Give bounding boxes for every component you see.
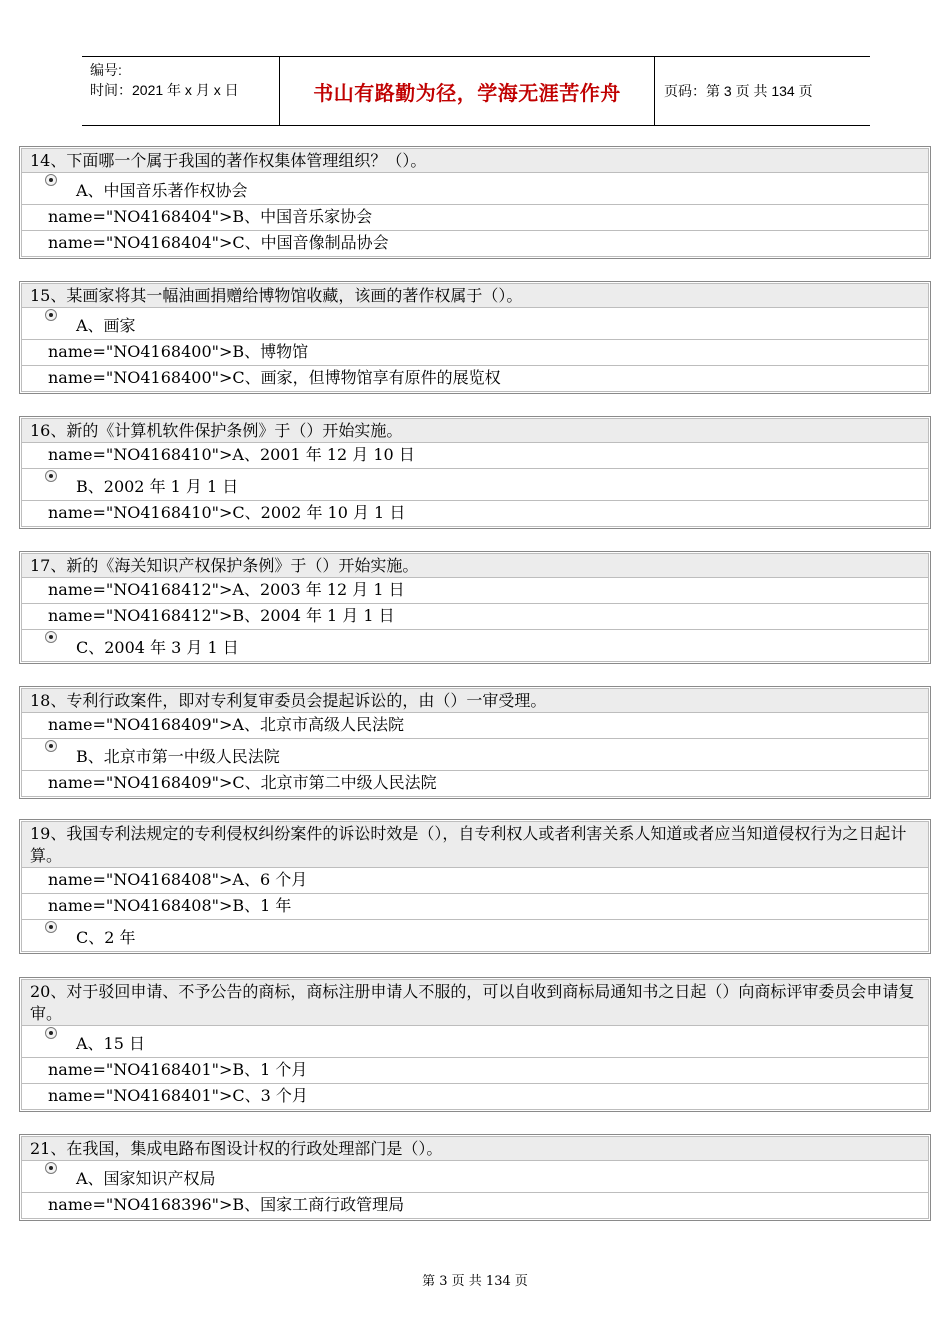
question-title: 20、对于驳回申请、不予公告的商标，商标注册申请人不服的，可以自收到商标局通知书之日起（）向商标评审委员会申请复审。 — [21, 979, 929, 1026]
answer-option[interactable] — [21, 739, 929, 771]
option-label: C、2 年 — [76, 928, 136, 947]
page-footer: 第 3 页 共 134 页 — [422, 1274, 528, 1289]
question-block — [19, 551, 931, 664]
question-block — [19, 281, 931, 394]
question-title: 14、下面哪一个属于我国的著作权集体管理组织？（）。 — [21, 148, 929, 173]
option-label: A、国家知识产权局 — [76, 1169, 216, 1188]
answer-option[interactable] — [21, 894, 929, 920]
motto: 书山有路勤为径，学海无涯苦作舟 — [313, 80, 621, 105]
radio-selected-icon[interactable] — [45, 470, 57, 482]
option-label: C、2004 年 3 月 1 日 — [76, 638, 239, 657]
option-label: A、中国音乐著作权协会 — [76, 181, 248, 200]
answer-option[interactable] — [21, 1026, 929, 1058]
answer-option[interactable] — [21, 231, 929, 257]
question-block — [19, 416, 931, 529]
option-label: name="NO4168410">C、2002 年 10 月 1 日 — [48, 503, 406, 522]
option-label: A、画家 — [76, 316, 136, 335]
option-label: name="NO4168404">B、中国音乐家协会 — [48, 207, 373, 226]
question-block — [19, 146, 931, 259]
answer-option[interactable] — [21, 205, 929, 231]
radio-selected-icon[interactable] — [45, 1162, 57, 1174]
question-block — [19, 1134, 931, 1221]
option-label: B、北京市第一中级人民法院 — [76, 747, 280, 766]
question-title: 21、在我国，集成电路布图设计权的行政处理部门是（）。 — [21, 1136, 929, 1161]
radio-selected-icon[interactable] — [45, 740, 57, 752]
option-label: name="NO4168408">A、6 个月 — [48, 870, 308, 889]
question-title: 16、新的《计算机软件保护条例》于（）开始实施。 — [21, 418, 929, 443]
answer-option[interactable] — [21, 501, 929, 527]
option-label: name="NO4168404">C、中国音像制品协会 — [48, 233, 389, 252]
question-title: 18、专利行政案件，即对专利复审委员会提起诉讼的，由（）一审受理。 — [21, 688, 929, 713]
option-label: name="NO4168412">B、2004 年 1 月 1 日 — [48, 606, 395, 625]
radio-selected-icon[interactable] — [45, 174, 57, 186]
option-label: name="NO4168409">A、北京市高级人民法院 — [48, 715, 404, 734]
answer-option[interactable] — [21, 920, 929, 952]
question-title: 15、某画家将其一幅油画捐赠给博物馆收藏，该画的著作权属于（）。 — [21, 283, 929, 308]
radio-selected-icon[interactable] — [45, 921, 57, 933]
option-label: name="NO4168400">C、画家，但博物馆享有原件的展览权 — [48, 368, 501, 387]
answer-option[interactable] — [21, 366, 929, 392]
answer-option[interactable] — [21, 469, 929, 501]
option-label: name="NO4168412">A、2003 年 12 月 1 日 — [48, 580, 405, 599]
question-block — [19, 819, 931, 954]
time-label: 时间：2021 年 x 月 x 日 — [90, 82, 239, 98]
radio-selected-icon[interactable] — [45, 309, 57, 321]
option-label: name="NO4168401">C、3 个月 — [48, 1086, 308, 1105]
header-meta — [82, 57, 280, 125]
option-label: name="NO4168409">C、北京市第二中级人民法院 — [48, 773, 437, 792]
option-label: name="NO4168410">A、2001 年 12 月 10 日 — [48, 445, 415, 464]
answer-option[interactable] — [21, 1058, 929, 1084]
option-label: name="NO4168401">B、1 个月 — [48, 1060, 308, 1079]
page-header — [82, 56, 870, 126]
answer-option[interactable] — [21, 771, 929, 797]
number-label: 编号: — [90, 62, 122, 78]
answer-option[interactable] — [21, 604, 929, 630]
question-block — [19, 977, 931, 1112]
radio-selected-icon[interactable] — [45, 1027, 57, 1039]
answer-option[interactable] — [21, 340, 929, 366]
answer-option[interactable] — [21, 1161, 929, 1193]
option-label: name="NO4168400">B、博物馆 — [48, 342, 309, 361]
answer-option[interactable] — [21, 173, 929, 205]
answer-option[interactable] — [21, 868, 929, 894]
option-label: name="NO4168396">B、国家工商行政管理局 — [48, 1195, 405, 1214]
answer-option[interactable] — [21, 1084, 929, 1110]
answer-option[interactable] — [21, 713, 929, 739]
answer-option[interactable] — [21, 630, 929, 662]
answer-option[interactable] — [21, 1193, 929, 1219]
option-label: A、15 日 — [76, 1034, 146, 1053]
option-label: B、2002 年 1 月 1 日 — [76, 477, 239, 496]
option-label: name="NO4168408">B、1 年 — [48, 896, 292, 915]
header-page-info: 页码：第 3 页 共 134 页 — [664, 83, 813, 99]
question-title: 19、我国专利法规定的专利侵权纠纷案件的诉讼时效是（），自专利权人或者利害关系人知道或者应当知道侵权行为之日起计算。 — [21, 821, 929, 868]
radio-selected-icon[interactable] — [45, 631, 57, 643]
question-block — [19, 686, 931, 799]
answer-option[interactable] — [21, 578, 929, 604]
answer-option[interactable] — [21, 443, 929, 469]
question-title: 17、新的《海关知识产权保护条例》于（）开始实施。 — [21, 553, 929, 578]
header-motto-cell — [280, 57, 655, 125]
answer-option[interactable] — [21, 308, 929, 340]
